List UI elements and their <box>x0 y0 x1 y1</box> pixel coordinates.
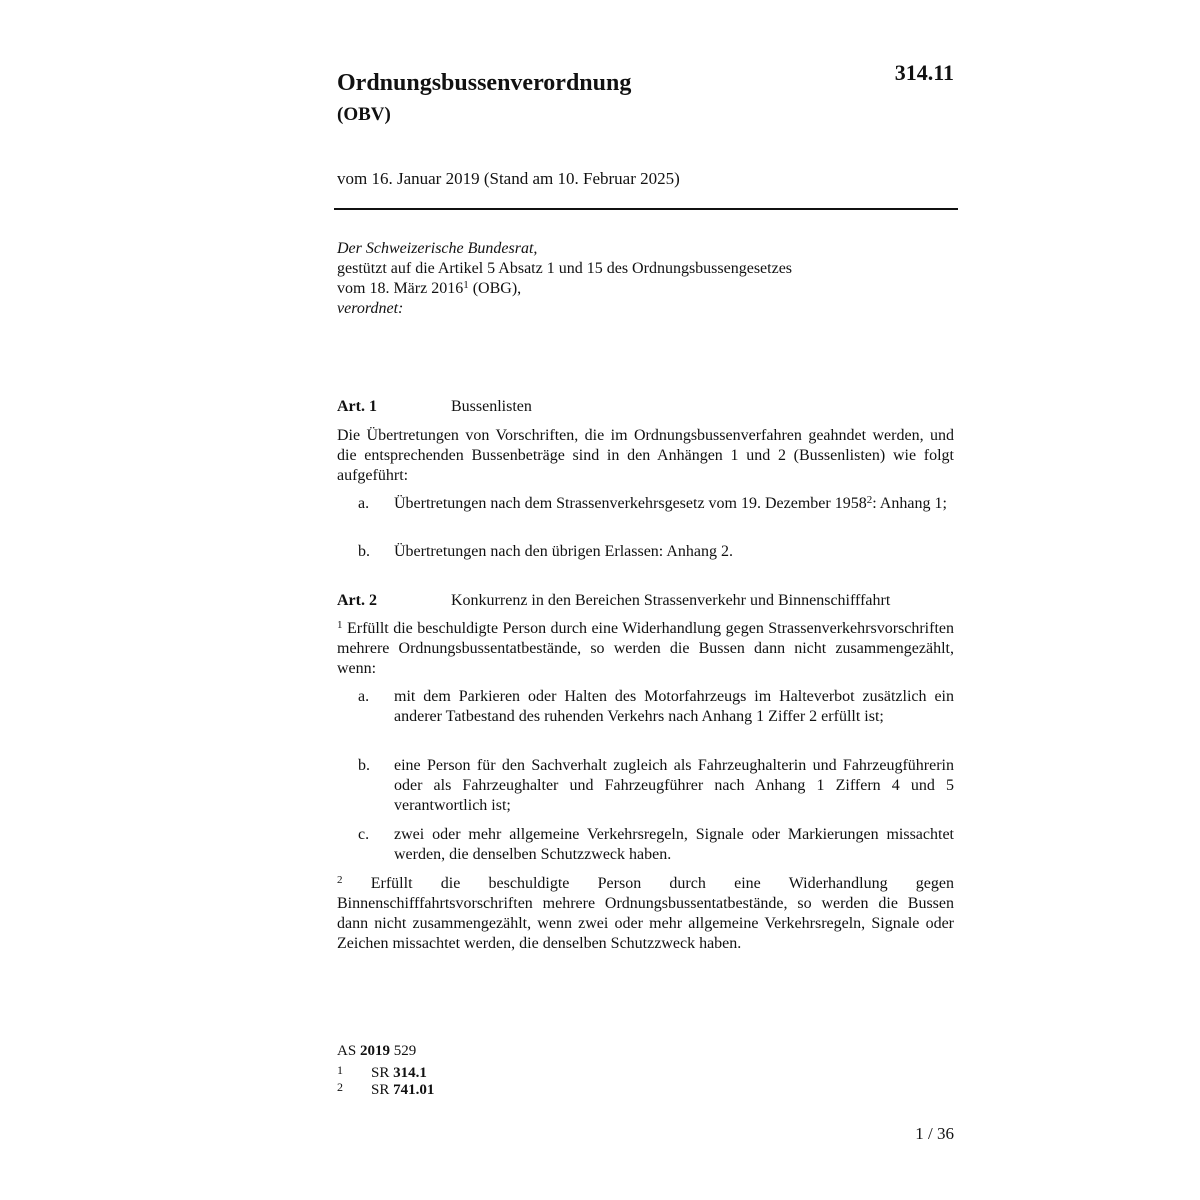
article-2-paragraph-2: $^2$ Erfüllt die beschuldigte Person durch eine Widerhandlung gegen Binnenschifffahrtsvorschriften mehrere Ordnungsbussentatbestände, so werden die Bussen dann nicht zusammengezählt, wenn zwei oder mehr allgemeine Verkehrsregeln, Signale oder Zeichen missachtet werden, die denselben Schutzzweck haben. <box>337 874 955 952</box>
article-1-intro: Die Übertretungen von Vorschriften, die im Ordnungsbussenverfahren geahndet werden, und die entsprechenden Bussenbeträge sind in den Anhängen 1 und 2 (Bussenlisten) wie folgt aufgeführt: <box>337 427 954 484</box>
list-item <box>337 756 954 816</box>
list-item <box>337 687 954 727</box>
header-divider <box>334 208 958 210</box>
article-2-number: Art. 2 <box>337 592 377 609</box>
footnote-ref-1[interactable]: 1 <box>463 279 469 291</box>
list-item <box>337 542 954 562</box>
article-2-heading <box>337 591 957 611</box>
preamble <box>337 239 957 319</box>
preamble-authority: Der Schweizerische Bundesrat, <box>337 240 538 257</box>
preamble-basis-line1: gestützt auf die Artikel 5 Absatz 1 und 15 des Ordnungsbussengesetzes <box>337 260 793 277</box>
as-reference: AS 2019 529 <box>337 1043 417 1059</box>
footnote-1: 1 SR 314.1 <box>337 1063 427 1081</box>
list-item <box>337 825 954 865</box>
list-item-text: mit dem Parkieren oder Halten des Motorfahrzeugs im Halteverbot zusätzlich ein anderer Tatbestand des ruhenden Verkehrs nach Anhang 1 Ziffer 2 erfüllt ist; <box>394 688 954 725</box>
footnote-number: 2 <box>337 1080 343 1094</box>
list-item <box>337 494 954 514</box>
article-2-paragraph-1: $^1$ Erfüllt die beschuldigte Person durch eine Widerhandlung gegen Strassenverkehrsvorschriften mehrere Ordnungsbussentatbestände, so werden die Bussen dann nicht zusammengezählt, wenn: <box>337 619 955 677</box>
list-item-letter: b. <box>358 543 370 560</box>
paragraph-number: 1 <box>337 619 343 631</box>
footnote-ref-2[interactable]: 2 <box>866 494 873 506</box>
paragraph-number: 2 <box>337 874 343 886</box>
footnote-link[interactable]: 741.01 <box>393 1082 435 1098</box>
footnote-2: 2 SR 741.01 <box>337 1080 435 1098</box>
article-1-title: Bussenlisten <box>451 398 532 415</box>
list-item-text: zwei oder mehr allgemeine Verkehrsregeln, Signale oder Markierungen missachtet werden, die denselben Schutzzweck haben. <box>394 826 954 863</box>
list-item-text: Übertretungen nach den übrigen Erlassen: Anhang 2. <box>394 543 734 560</box>
footnote-number: 1 <box>337 1063 343 1077</box>
preamble-decrees: verordnet: <box>337 300 404 317</box>
list-item-letter: c. <box>358 826 370 843</box>
document-title: Ordnungsbussenverordnung <box>337 70 632 96</box>
footnote-link[interactable]: 314.1 <box>393 1065 427 1081</box>
list-item-letter: a. <box>358 688 370 705</box>
sr-number: 314.11 <box>894 60 954 85</box>
list-item-text: Übertretungen nach dem Strassenverkehrsgesetz vom 19. Dezember 1958$^2$: Anhang 1; <box>394 494 947 512</box>
page-number: 1 / 36 <box>915 1124 954 1143</box>
article-2-title: Konkurrenz in den Bereichen Strassenverkehr und Binnenschifffahrt <box>451 592 891 609</box>
preamble-basis-line2: vom 18. März 2016$^1$ (OBG), <box>337 279 522 297</box>
list-item-text: eine Person für den Sachverhalt zugleich als Fahrzeughalterin und Fahrzeugführerin oder als Fahrzeughalter und Fahrzeugführer nach Anhang 1 Ziffern 4 und 5 verantwortlich ist; <box>394 757 954 814</box>
list-item-letter: b. <box>358 757 370 774</box>
article-1-number: Art. 1 <box>337 398 377 415</box>
date-line: vom 16. Januar 2019 (Stand am 10. Februar 2025) <box>337 169 680 188</box>
list-item-letter: a. <box>358 495 370 512</box>
article-1-heading <box>337 397 957 417</box>
document-short-title: (OBV) <box>337 104 391 125</box>
